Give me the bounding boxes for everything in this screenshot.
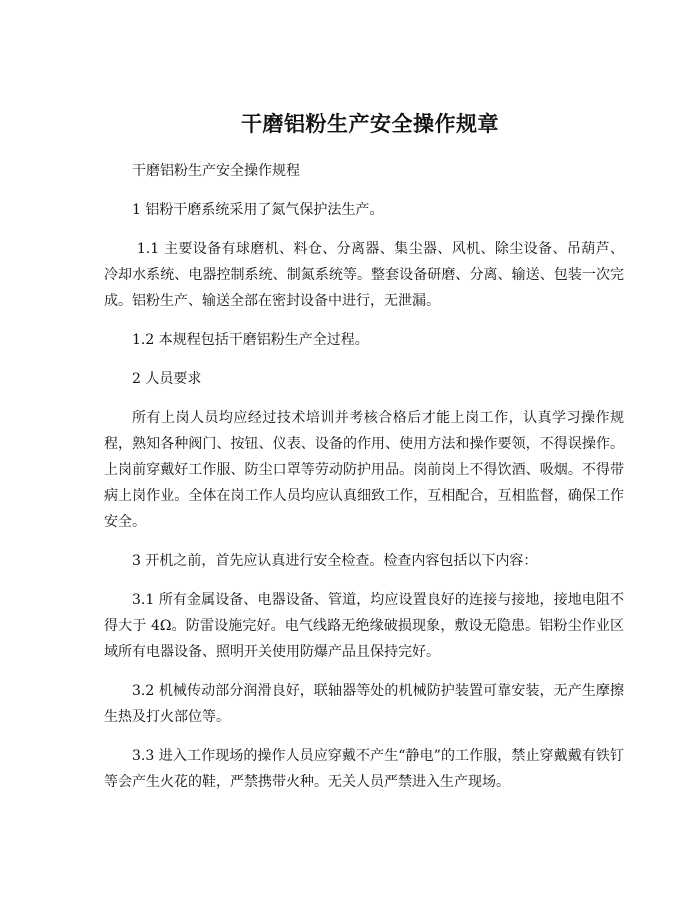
paragraph-section-3: 3 开机之前，首先应认真进行安全检查。检查内容包括以下内容： — [132, 553, 538, 569]
paragraph-personnel-requirements: 所有上岗人员均应经过技术培训并考核合格后才能上岗工作，认真学习操作规程，熟知各种阀门、按钮、仪表、设备的作用、使用方法和操作要领，不得误操作。上岗前穿戴好工作服、防尘口罩等劳动防护用品。岗前岗上不得饮酒、吸烟。不得带病上岗作业。全体在岗工作人员均应认真细致工作，互相配合，互相监督，确保工作安全。 — [104, 410, 624, 530]
document-body — [104, 158, 624, 808]
paragraph-section-3-3: 3.3 进入工作现场的操作人员应穿戴不产生“静电”的工作服，禁止穿戴戴有铁钉等会产生火花的鞋，严禁携带火种。无关人员严禁进入生产现场。 — [104, 748, 624, 790]
paragraph-section-1-1: 1.1 主要设备有球磨机、料仓、分离器、集尘器、风机、除尘设备、吊葫芦、冷却水系统、电器控制系统、制氮系统等。整套设备研磨、分离、输送、包装一次完成。铝粉生产、输送全部在密封设备中进行，无泄漏。 — [104, 241, 624, 309]
paragraph-section-3-2: 3.2 机械传动部分润滑良好，联轴器等处的机械防护装置可靠安装，无产生摩擦生热及打火部位等。 — [104, 683, 624, 725]
paragraph-section-1: 1 铝粉干磨系统采用了氮气保护法生产。 — [132, 202, 384, 218]
paragraph-section-3-1: 3.1 所有金属设备、电器设备、管道，均应设置良好的连接与接地，接地电阻不得大于 4Ω。防雷设施完好。电气线路无绝缘破损现象，敷设无隐患。铝粉尘作业区域所有电器设备、照明开关使用防爆产品且保持完好。 — [104, 592, 624, 660]
paragraph-section-2: 2 人员要求 — [132, 371, 202, 387]
paragraph-subtitle: 干磨铝粉生产安全操作规程 — [132, 163, 300, 179]
paragraph-section-1-2: 1.2 本规程包括干磨铝粉生产全过程。 — [132, 332, 369, 348]
document-title: 干磨铝粉生产安全操作规章 — [241, 111, 499, 136]
